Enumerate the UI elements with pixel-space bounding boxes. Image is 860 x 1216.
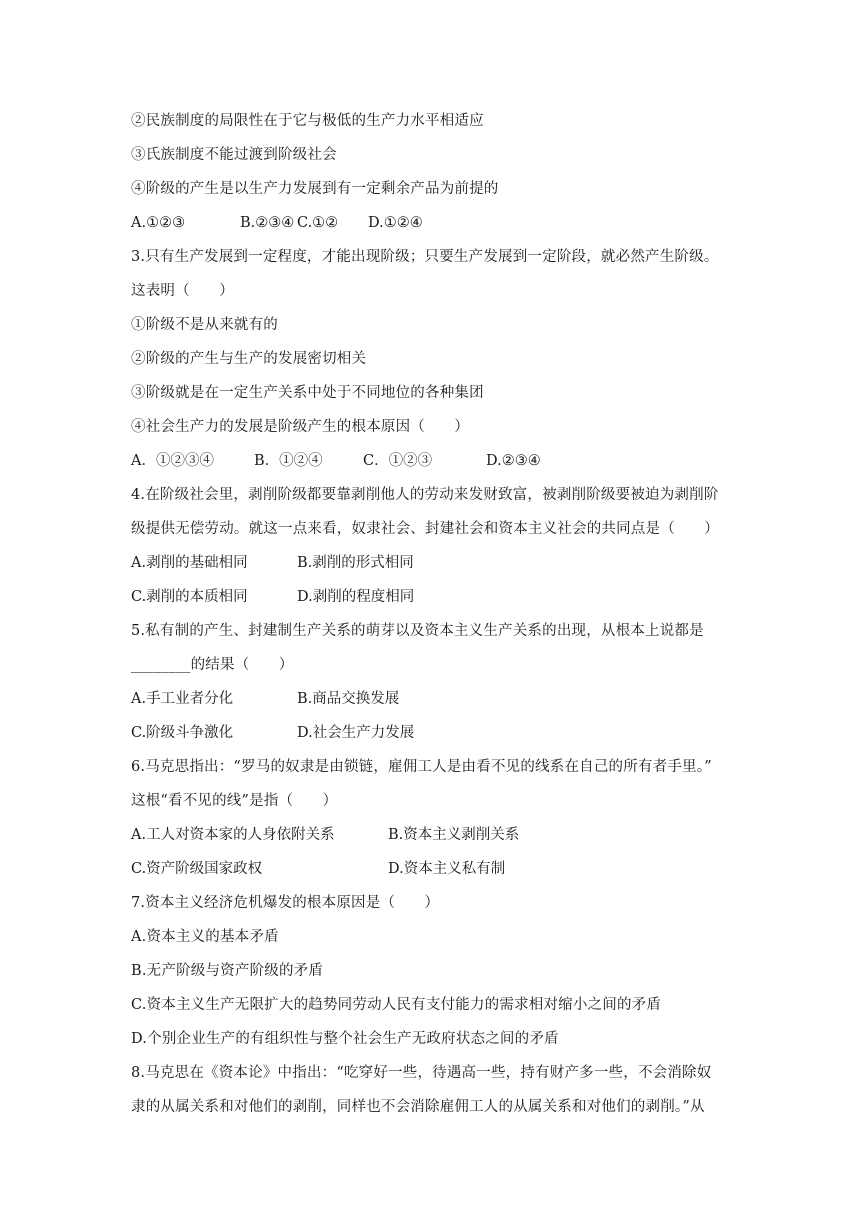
q5-options-row-1 xyxy=(131,689,400,709)
q2-statement-2: ②民族制度的局限性在于它与极低的生产力水平相适应 xyxy=(131,113,484,129)
q3-option-a: A．①②③④ xyxy=(131,453,214,469)
q5-option-d: D.社会生产力发展 xyxy=(297,725,415,741)
q2-option-d: D.①②④ xyxy=(368,215,423,231)
q7-option-b: B.无产阶级与资产阶级的矛盾 xyxy=(131,963,324,979)
q2-options xyxy=(131,213,423,233)
q2-option-a: A.①②③ xyxy=(131,215,186,231)
q3-option-c: C．①②③ xyxy=(363,453,433,469)
q5-stem-line-2: ________的结果（ ） xyxy=(131,657,294,673)
q8-stem-line-1: 8.马克思在《资本论》中指出：“吃穿好一些，待遇高一些，持有财产多一些，不会消除奴 xyxy=(131,1065,712,1081)
q5-option-a: A.手工业者分化 xyxy=(131,691,234,707)
q4-options-row-2 xyxy=(131,587,415,607)
q6-options-row-2 xyxy=(131,859,506,879)
q4-option-c: C.剥削的本质相同 xyxy=(131,589,248,605)
q6-stem-line-1: 6.马克思指出：“罗马的奴隶是由锁链，雇佣工人是由看不见的线系在自己的所有者手里。” xyxy=(131,759,712,775)
q2-option-b: B.②③④ xyxy=(240,215,295,231)
q3-statement-2: ②阶级的产生与生产的发展密切相关 xyxy=(131,351,367,367)
q4-stem-line-1: 4.在阶级社会里，剥削阶级都要靠剥削他人的劳动来发财致富，被剥削阶级要被迫为剥削阶 xyxy=(131,487,719,503)
q4-stem-line-2: 级提供无偿劳动。就这一点来看，奴隶社会、封建社会和资本主义社会的共同点是（ ） xyxy=(131,521,719,537)
q3-statement-3: ③阶级就是在一定生产关系中处于不同地位的各种集团 xyxy=(131,385,484,401)
q8-stem-line-2: 隶的从属关系和对他们的剥削，同样也不会消除雇佣工人的从属关系和对他们的剥削。”从 xyxy=(131,1099,705,1115)
q5-option-b: B.商品交换发展 xyxy=(297,691,400,707)
q4-option-b: B.剥削的形式相同 xyxy=(297,555,414,571)
q7-option-c: C.资本主义生产无限扩大的趋势同劳动人民有支付能力的需求相对缩小之间的矛盾 xyxy=(131,997,662,1013)
q6-options-row-1 xyxy=(131,825,520,845)
q6-option-c: C.资产阶级国家政权 xyxy=(131,861,263,877)
q7-stem: 7.资本主义经济危机爆发的根本原因是（ ） xyxy=(131,895,440,911)
q7-option-d: D.个别企业生产的有组织性与整个社会生产无政府状态之间的矛盾 xyxy=(131,1031,559,1047)
q6-option-b: B.资本主义剥削关系 xyxy=(388,827,520,843)
q2-option-c: C.①② xyxy=(297,215,339,231)
q4-options-row-1 xyxy=(131,553,414,573)
q5-option-c: C.阶级斗争激化 xyxy=(131,725,234,741)
q3-option-b: B．①②④ xyxy=(254,453,323,469)
q3-statement-1: ①阶级不是从来就有的 xyxy=(131,317,278,333)
q7-option-a: A.资本主义的基本矛盾 xyxy=(131,929,279,945)
q3-stem-line-2: 这表明（ ） xyxy=(131,283,234,299)
q4-option-a: A.剥削的基础相同 xyxy=(131,555,248,571)
q5-options-row-2 xyxy=(131,723,415,743)
q3-stem-line-1: 3.只有生产发展到一定程度，才能出现阶级；只要生产发展到一定阶段，就必然产生阶级。 xyxy=(131,249,719,265)
q3-options xyxy=(131,451,541,471)
q2-statement-3: ③氏族制度不能过渡到阶级社会 xyxy=(131,147,337,163)
q6-stem-line-2: 这根“看不见的线”是指（ ） xyxy=(131,793,338,809)
q2-statement-4: ④阶级的产生是以生产力发展到有一定剩余产品为前提的 xyxy=(131,181,499,197)
q3-option-d: D.②③④ xyxy=(486,453,541,469)
q4-option-d: D.剥削的程度相同 xyxy=(297,589,415,605)
q3-statement-4: ④社会生产力的发展是阶级产生的根本原因（ ） xyxy=(131,419,470,435)
q6-option-a: A.工人对资本家的人身依附关系 xyxy=(131,827,335,843)
q5-stem-line-1: 5.私有制的产生、封建制生产关系的萌芽以及资本主义生产关系的出现，从根本上说都是 xyxy=(131,623,704,639)
q6-option-d: D.资本主义私有制 xyxy=(388,861,506,877)
